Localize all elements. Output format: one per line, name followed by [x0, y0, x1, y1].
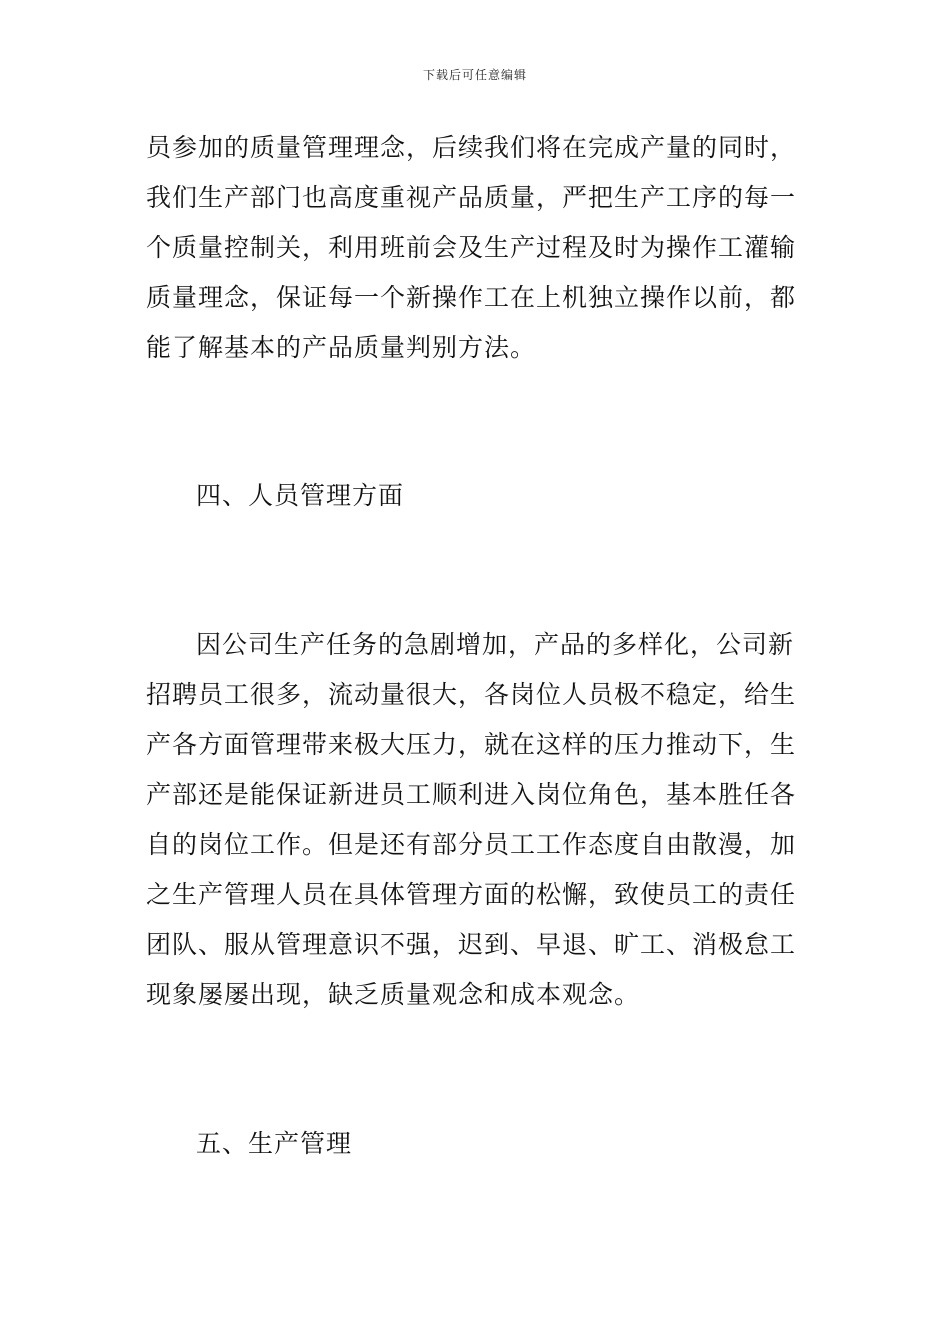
- paragraph-line: 我们生产部门也高度重视产品质量，严把生产工序的每一: [146, 183, 797, 212]
- paragraph-line: 员参加的质量管理理念，后续我们将在完成产量的同时，: [146, 133, 797, 162]
- paragraph-line: 产各方面管理带来极大压力，就在这样的压力推动下，生: [146, 730, 797, 759]
- section-heading-4: 四、人员管理方面: [196, 481, 405, 510]
- paragraph-line: 产部还是能保证新进员工顺利进入岗位角色，基本胜任各: [146, 780, 797, 809]
- paragraph-line: 因公司生产任务的急剧增加，产品的多样化，公司新: [196, 630, 795, 659]
- paragraph-line: 能了解基本的产品质量判别方法。: [146, 333, 537, 362]
- paragraph-line: 质量理念，保证每一个新操作工在上机独立操作以前，都: [146, 283, 797, 312]
- paragraph-line: 团队、服从管理意识不强，迟到、早退、旷工、消极怠工: [146, 930, 797, 959]
- paragraph-line: 个质量控制关，利用班前会及生产过程及时为操作工灌输: [146, 233, 797, 262]
- page-header: 下载后可任意编辑: [422, 68, 527, 82]
- paragraph-line: 招聘员工很多，流动量很大，各岗位人员极不稳定，给生: [146, 680, 797, 709]
- paragraph-line: 自的岗位工作。但是还有部分员工工作态度自由散漫，加: [146, 830, 797, 859]
- paragraph-line: 之生产管理人员在具体管理方面的松懈，致使员工的责任: [146, 880, 797, 909]
- paragraph-line: 现象屡屡出现，缺乏质量观念和成本观念。: [146, 980, 641, 1009]
- section-heading-5: 五、生产管理: [196, 1129, 353, 1158]
